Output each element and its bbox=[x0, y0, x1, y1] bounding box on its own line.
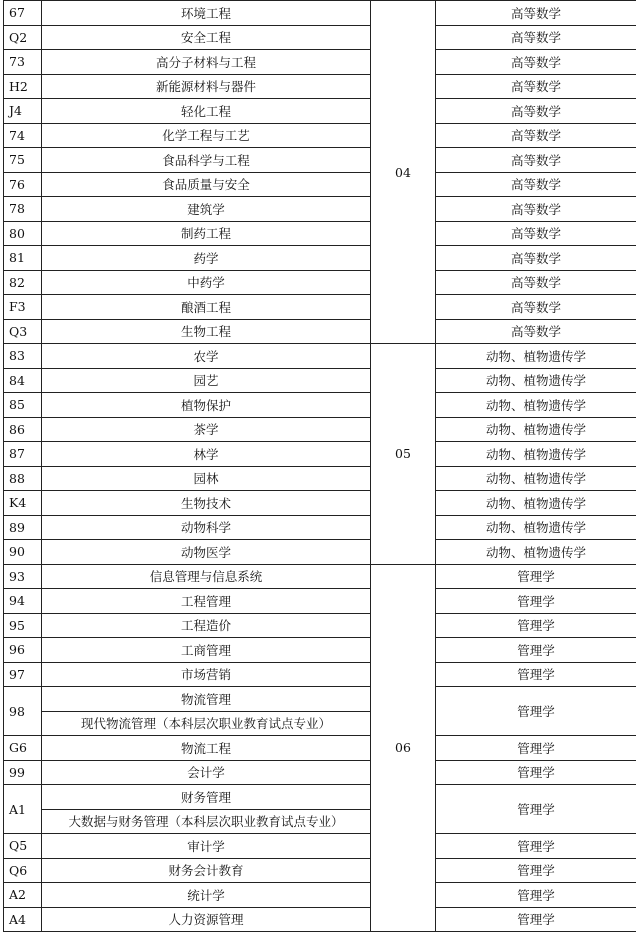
exam-subject-cell: 管理学 bbox=[436, 834, 636, 859]
exam-subject-cell: 管理学 bbox=[436, 858, 636, 883]
exam-subject-cell: 动物、植物遗传学 bbox=[436, 515, 636, 540]
major-name-cell: 统计学 bbox=[42, 883, 371, 908]
major-code-cell: 76 bbox=[4, 172, 42, 197]
major-name-cell: 市场营销 bbox=[42, 662, 371, 687]
table-row bbox=[4, 123, 636, 148]
group-code-cell: 04 bbox=[371, 1, 436, 344]
major-name-cell: 动物科学 bbox=[42, 515, 371, 540]
table-row bbox=[4, 638, 636, 663]
major-code-cell: F3 bbox=[4, 295, 42, 320]
major-exam-table bbox=[3, 0, 636, 932]
major-name-cell: 食品科学与工程 bbox=[42, 148, 371, 173]
exam-subject-cell: 高等数学 bbox=[436, 172, 636, 197]
major-name-cell: 酿酒工程 bbox=[42, 295, 371, 320]
major-name-cell: 工商管理 bbox=[42, 638, 371, 663]
major-name-cell: 食品质量与安全 bbox=[42, 172, 371, 197]
exam-subject-cell: 高等数学 bbox=[436, 246, 636, 271]
major-code-cell: 89 bbox=[4, 515, 42, 540]
table-body bbox=[4, 1, 636, 932]
major-code-cell: A4 bbox=[4, 907, 42, 932]
major-name-cell: 新能源材料与器件 bbox=[42, 74, 371, 99]
major-name-cell: 农学 bbox=[42, 344, 371, 369]
table-row bbox=[4, 564, 636, 589]
major-name-cell: 化学工程与工艺 bbox=[42, 123, 371, 148]
major-name-cell: 生物工程 bbox=[42, 319, 371, 344]
major-code-cell: 80 bbox=[4, 221, 42, 246]
major-name-cell: 会计学 bbox=[42, 760, 371, 785]
exam-subject-cell: 高等数学 bbox=[436, 50, 636, 75]
exam-subject-cell: 动物、植物遗传学 bbox=[436, 344, 636, 369]
major-name-cell: 园艺 bbox=[42, 368, 371, 393]
major-name-cell: 工程造价 bbox=[42, 613, 371, 638]
major-code-cell: K4 bbox=[4, 491, 42, 516]
group-code-cell: 05 bbox=[371, 344, 436, 565]
table-row bbox=[4, 466, 636, 491]
exam-subject-cell: 动物、植物遗传学 bbox=[436, 491, 636, 516]
exam-subject-cell: 动物、植物遗传学 bbox=[436, 393, 636, 418]
major-name-cell: 安全工程 bbox=[42, 25, 371, 50]
exam-subject-cell: 动物、植物遗传学 bbox=[436, 466, 636, 491]
major-code-cell: 96 bbox=[4, 638, 42, 663]
major-code-cell: 85 bbox=[4, 393, 42, 418]
exam-subject-cell: 高等数学 bbox=[436, 1, 636, 26]
group-code-cell: 06 bbox=[371, 564, 436, 932]
major-code-cell: 88 bbox=[4, 466, 42, 491]
major-code-cell: 90 bbox=[4, 540, 42, 565]
exam-subject-cell: 高等数学 bbox=[436, 25, 636, 50]
exam-subject-cell: 高等数学 bbox=[436, 148, 636, 173]
major-name-cell: 物流管理 bbox=[42, 687, 371, 712]
table-row bbox=[4, 491, 636, 516]
major-code-cell: 83 bbox=[4, 344, 42, 369]
major-code-cell: Q6 bbox=[4, 858, 42, 883]
major-code-cell: 97 bbox=[4, 662, 42, 687]
table-row bbox=[4, 221, 636, 246]
table-row bbox=[4, 393, 636, 418]
major-code-cell: 75 bbox=[4, 148, 42, 173]
exam-subject-cell: 管理学 bbox=[436, 638, 636, 663]
table-row bbox=[4, 50, 636, 75]
major-name-cell: 大数据与财务管理（本科层次职业教育试点专业） bbox=[42, 809, 371, 834]
table-row bbox=[4, 197, 636, 222]
table-row bbox=[4, 1, 636, 26]
major-code-cell: 95 bbox=[4, 613, 42, 638]
major-code-cell: 99 bbox=[4, 760, 42, 785]
table-row bbox=[4, 858, 636, 883]
exam-subject-cell: 动物、植物遗传学 bbox=[436, 417, 636, 442]
exam-subject-cell: 高等数学 bbox=[436, 319, 636, 344]
table-row bbox=[4, 442, 636, 467]
exam-subject-cell: 高等数学 bbox=[436, 295, 636, 320]
major-code-cell: 98 bbox=[4, 687, 42, 736]
major-code-cell: 73 bbox=[4, 50, 42, 75]
major-code-cell: G6 bbox=[4, 736, 42, 761]
major-code-cell: 82 bbox=[4, 270, 42, 295]
major-name-cell: 财务会计教育 bbox=[42, 858, 371, 883]
table-row bbox=[4, 172, 636, 197]
table-row bbox=[4, 907, 636, 932]
major-code-cell: 78 bbox=[4, 197, 42, 222]
exam-subject-cell: 动物、植物遗传学 bbox=[436, 540, 636, 565]
exam-subject-cell: 高等数学 bbox=[436, 74, 636, 99]
major-code-cell: 84 bbox=[4, 368, 42, 393]
table-row bbox=[4, 662, 636, 687]
exam-subject-cell: 管理学 bbox=[436, 785, 636, 834]
major-code-cell: Q2 bbox=[4, 25, 42, 50]
table-row bbox=[4, 148, 636, 173]
table-row bbox=[4, 540, 636, 565]
major-name-cell: 工程管理 bbox=[42, 589, 371, 614]
major-name-cell: 物流工程 bbox=[42, 736, 371, 761]
major-name-cell: 高分子材料与工程 bbox=[42, 50, 371, 75]
exam-subject-cell: 动物、植物遗传学 bbox=[436, 368, 636, 393]
major-name-cell: 信息管理与信息系统 bbox=[42, 564, 371, 589]
major-name-cell: 人力资源管理 bbox=[42, 907, 371, 932]
major-name-cell: 动物医学 bbox=[42, 540, 371, 565]
table-row bbox=[4, 687, 636, 712]
major-code-cell: 81 bbox=[4, 246, 42, 271]
major-code-cell: 94 bbox=[4, 589, 42, 614]
table-row bbox=[4, 515, 636, 540]
exam-subject-cell: 高等数学 bbox=[436, 197, 636, 222]
exam-subject-cell: 高等数学 bbox=[436, 123, 636, 148]
table-row bbox=[4, 319, 636, 344]
major-code-cell: 74 bbox=[4, 123, 42, 148]
exam-subject-cell: 高等数学 bbox=[436, 99, 636, 124]
table-row bbox=[4, 99, 636, 124]
major-name-cell: 现代物流管理（本科层次职业教育试点专业） bbox=[42, 711, 371, 736]
major-code-cell: Q5 bbox=[4, 834, 42, 859]
table-row bbox=[4, 760, 636, 785]
major-code-cell: 67 bbox=[4, 1, 42, 26]
table-row bbox=[4, 25, 636, 50]
exam-subject-cell: 管理学 bbox=[436, 736, 636, 761]
exam-subject-cell: 管理学 bbox=[436, 589, 636, 614]
table-row bbox=[4, 883, 636, 908]
exam-subject-cell: 管理学 bbox=[436, 907, 636, 932]
exam-subject-cell: 管理学 bbox=[436, 564, 636, 589]
major-code-cell: 86 bbox=[4, 417, 42, 442]
major-code-cell: J4 bbox=[4, 99, 42, 124]
major-code-cell: H2 bbox=[4, 74, 42, 99]
table-row bbox=[4, 589, 636, 614]
major-name-cell: 生物技术 bbox=[42, 491, 371, 516]
table-row bbox=[4, 74, 636, 99]
exam-subject-cell: 管理学 bbox=[436, 883, 636, 908]
major-code-cell: A2 bbox=[4, 883, 42, 908]
table-row bbox=[4, 834, 636, 859]
major-name-cell: 环境工程 bbox=[42, 1, 371, 26]
major-name-cell: 林学 bbox=[42, 442, 371, 467]
major-name-cell: 财务管理 bbox=[42, 785, 371, 810]
table-row bbox=[4, 295, 636, 320]
exam-subject-cell: 管理学 bbox=[436, 760, 636, 785]
exam-subject-cell: 管理学 bbox=[436, 662, 636, 687]
major-name-cell: 植物保护 bbox=[42, 393, 371, 418]
major-name-cell: 制药工程 bbox=[42, 221, 371, 246]
table-row bbox=[4, 613, 636, 638]
major-name-cell: 园林 bbox=[42, 466, 371, 491]
major-name-cell: 茶学 bbox=[42, 417, 371, 442]
major-name-cell: 审计学 bbox=[42, 834, 371, 859]
table-row bbox=[4, 270, 636, 295]
table-row bbox=[4, 785, 636, 810]
major-code-cell: A1 bbox=[4, 785, 42, 834]
table-row bbox=[4, 736, 636, 761]
major-code-cell: Q3 bbox=[4, 319, 42, 344]
table-row bbox=[4, 246, 636, 271]
exam-subject-cell: 动物、植物遗传学 bbox=[436, 442, 636, 467]
exam-subject-cell: 管理学 bbox=[436, 613, 636, 638]
exam-subject-cell: 高等数学 bbox=[436, 221, 636, 246]
major-name-cell: 建筑学 bbox=[42, 197, 371, 222]
major-name-cell: 轻化工程 bbox=[42, 99, 371, 124]
major-name-cell: 药学 bbox=[42, 246, 371, 271]
major-code-cell: 93 bbox=[4, 564, 42, 589]
table-row bbox=[4, 368, 636, 393]
exam-subject-cell: 管理学 bbox=[436, 687, 636, 736]
major-code-cell: 87 bbox=[4, 442, 42, 467]
table-row bbox=[4, 344, 636, 369]
table-row bbox=[4, 417, 636, 442]
exam-subject-cell: 高等数学 bbox=[436, 270, 636, 295]
major-name-cell: 中药学 bbox=[42, 270, 371, 295]
